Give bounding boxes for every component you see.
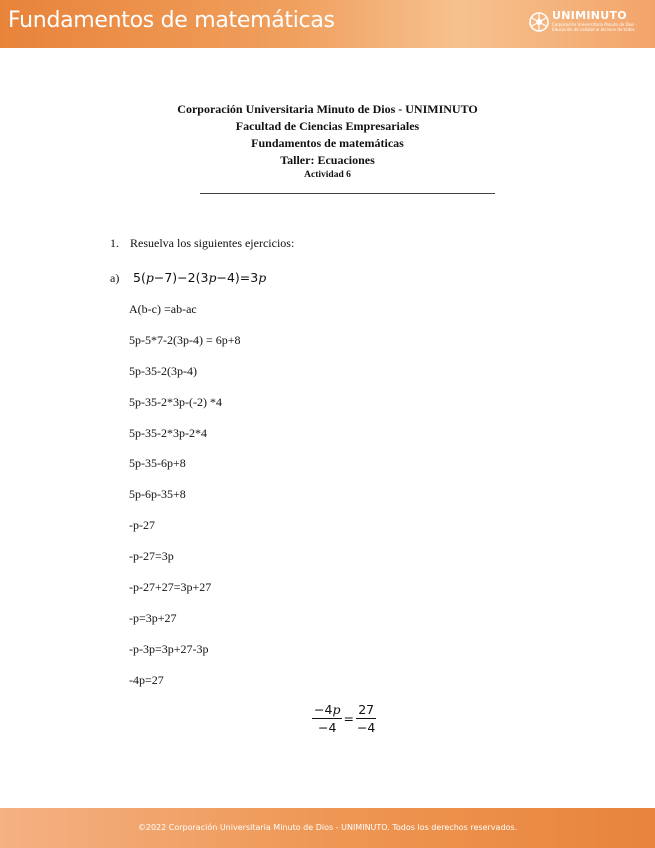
institution-name: Corporación Universitaria Minuto de Dios - UNIMINUTO (177, 102, 478, 116)
solution-step: -p-27+27=3p+27 (129, 580, 212, 594)
solution-step: -p=3p+27 (129, 611, 177, 625)
solution-step: -p-27=3p (129, 549, 174, 563)
solution-step: 5p-35-2(3p-4) (129, 364, 197, 378)
final-fraction-equation (312, 702, 377, 735)
eq-variable: p (145, 270, 154, 285)
fraction-denominator: −4 (356, 720, 376, 735)
eq-part: )=3 (234, 270, 259, 285)
solution-step: -p-27 (129, 518, 155, 532)
numerator-coefficient: −4 (314, 702, 333, 717)
solution-step: 5p-35-6p+8 (129, 456, 186, 470)
solution-step: 5p-6p-35+8 (129, 487, 186, 501)
fraction-numerator (312, 702, 342, 719)
footer-copyright: ©2022 Corporación Universitaria Minuto de Dios - UNIMINUTO. Todos los derechos reservados. (137, 823, 518, 832)
exercise-a (110, 270, 266, 286)
activity-label: Actividad 6 (304, 170, 351, 180)
numerator-variable: p (332, 702, 341, 717)
eq-part: −4 (216, 270, 235, 285)
solution-step: A(b-c) =ab-ac (129, 302, 197, 316)
equals-sign: = (343, 711, 354, 726)
exercise-label: a) (110, 271, 120, 285)
eq-part: 5 (133, 270, 141, 285)
eq-part: (3 (195, 270, 209, 285)
workshop-title: Taller: Ecuaciones (280, 153, 375, 167)
uniminuto-logo (528, 8, 648, 38)
eq-variable: p (208, 270, 217, 285)
logo-name: UNIMINUTO (552, 9, 627, 22)
header-title: Fundamentos de matemáticas (8, 8, 335, 33)
question-number: 1. (110, 236, 119, 250)
fraction-right (355, 702, 377, 735)
page-header (0, 0, 655, 48)
uniminuto-logo-icon (528, 10, 550, 34)
logo-tagline: Corporación Universitaria Minuto de Dios - Educación de calidad al alcance de todos (552, 22, 637, 32)
question-1 (110, 236, 294, 251)
exercise-equation (133, 270, 266, 285)
solution-step: -4p=27 (129, 673, 164, 687)
fraction-denominator: −4 (318, 720, 337, 735)
solution-step: 5p-35-2*3p-2*4 (129, 426, 207, 440)
eq-part: −7 (153, 270, 173, 285)
eq-part: )−2 (172, 270, 196, 285)
faculty-name: Facultad de Ciencias Empresariales (235, 119, 420, 133)
fraction-numerator: 27 (358, 702, 375, 717)
solution-step: 5p-5*7-2(3p-4) = 6p+8 (129, 333, 241, 347)
fraction-left (312, 702, 342, 735)
solution-step: 5p-35-2*3p-(-2) *4 (129, 395, 222, 409)
course-name: Fundamentos de matemáticas (251, 136, 404, 150)
page-footer (0, 808, 655, 848)
eq-part: ( (140, 270, 146, 285)
eq-variable: p (258, 270, 267, 285)
solution-step: -p-3p=3p+27-3p (129, 642, 209, 656)
document-heading (0, 101, 655, 182)
question-text: Resuelva los siguientes ejercicios: (130, 236, 295, 250)
heading-divider (200, 193, 495, 194)
